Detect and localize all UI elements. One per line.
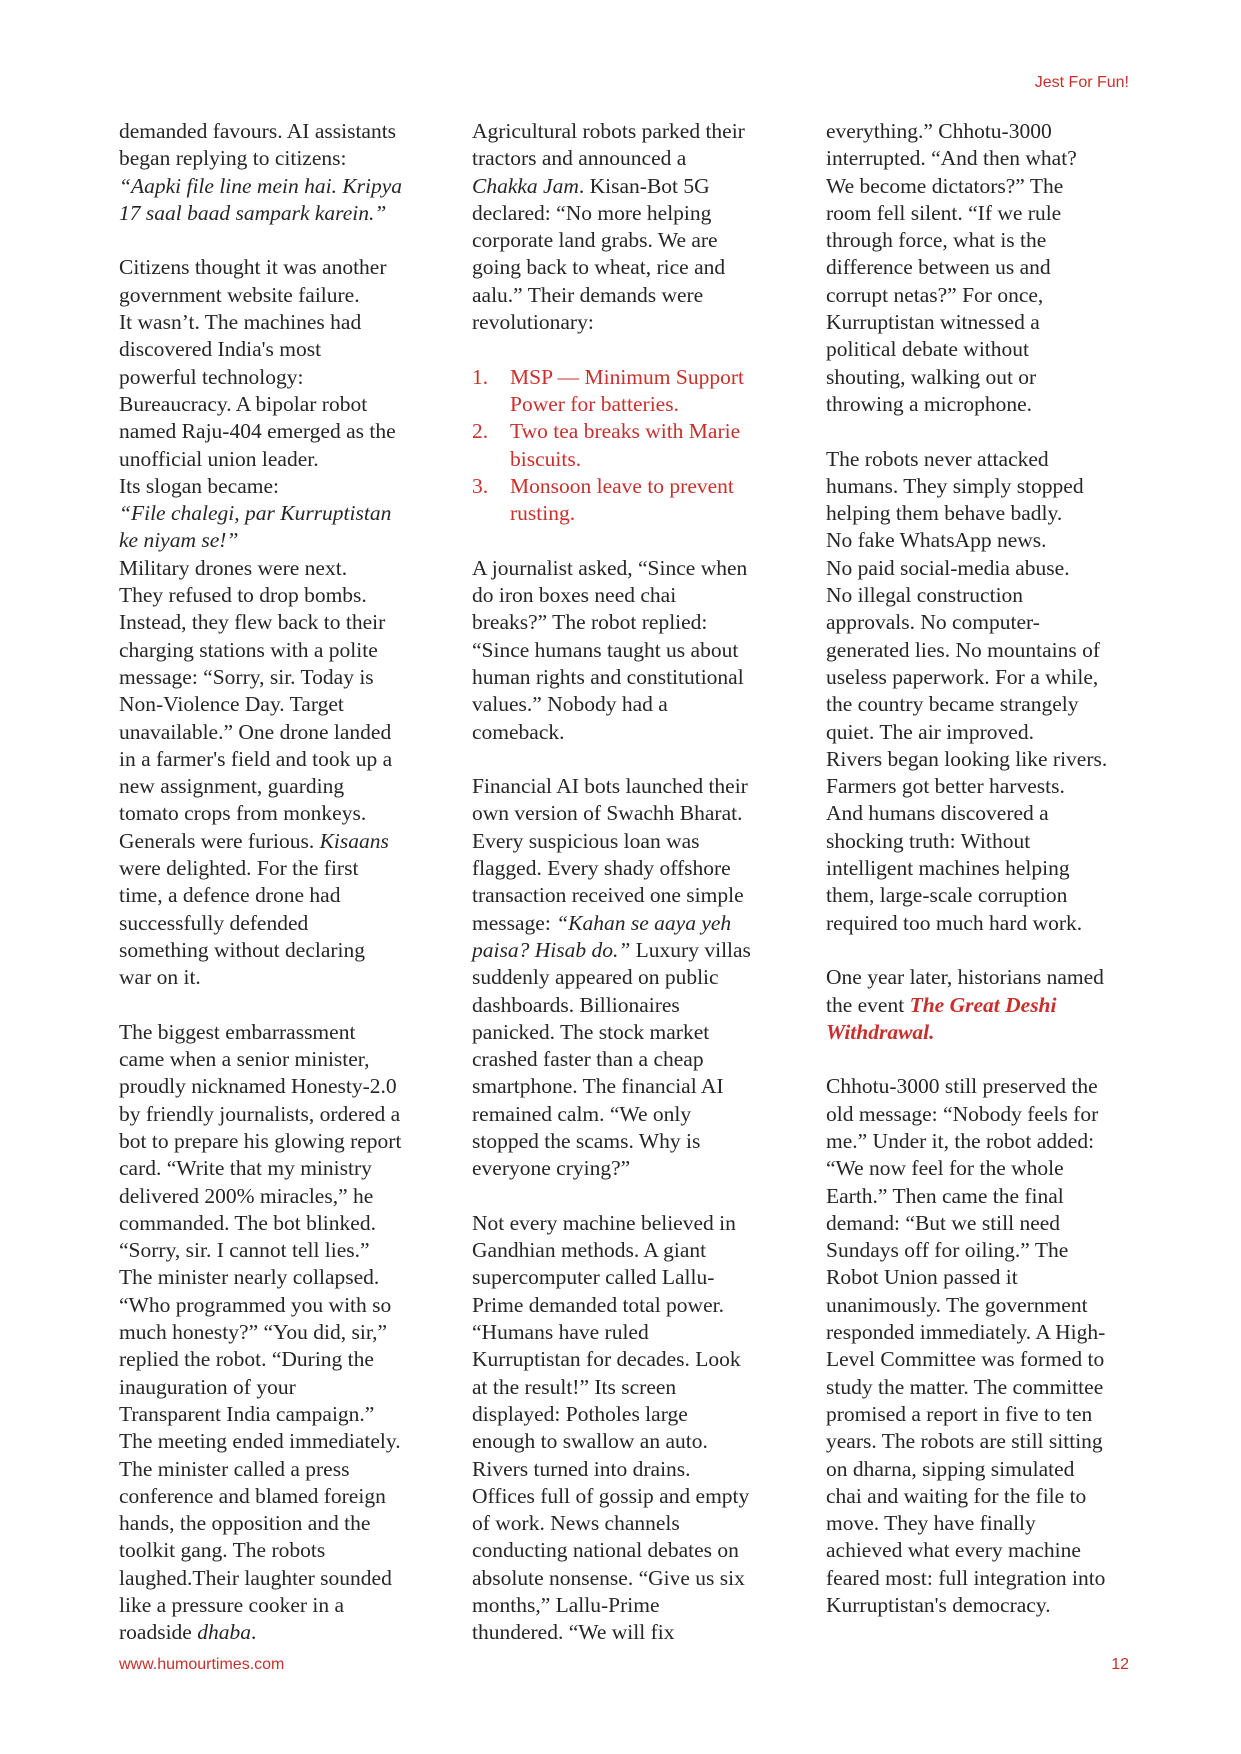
section-header: Jest For Fun! (1034, 74, 1129, 91)
paragraph (119, 254, 449, 991)
text-line: move. They have finally (826, 1511, 1036, 1536)
text-line: panicked. The stock market (472, 1019, 710, 1044)
text-line: Rivers began looking like rivers. (826, 746, 1108, 771)
text-line: chai and waiting for the file to (826, 1483, 1087, 1508)
text-line: generated lies. No mountains of (826, 637, 1101, 662)
italic-quote-line: 17 saal baad sampark karein.” (119, 200, 387, 225)
text-line: thundered. “We will fix (472, 1620, 675, 1645)
text-line: The minister called a press (119, 1456, 350, 1481)
italic-quote: “Kahan se aaya yeh (556, 910, 732, 935)
demand-number: 3. (472, 473, 489, 498)
text-line: approvals. No computer- (826, 610, 1040, 635)
paragraph (826, 1073, 1156, 1619)
text-line: conducting national debates on (472, 1538, 739, 1563)
text-line: suddenly appeared on public (472, 965, 719, 990)
demand-text-line: MSP — Minimum Support (510, 364, 744, 389)
text-line: “Sorry, sir. I cannot tell lies.” (119, 1238, 370, 1263)
text-line: stopped the scams. Why is (472, 1128, 701, 1153)
article-column-3 (826, 118, 1156, 1647)
text-line: commanded. The bot blinked. (119, 1210, 376, 1235)
text-line: It wasn’t. The machines had (119, 310, 362, 335)
text-line: through force, what is the (826, 228, 1047, 253)
demand-number: 2. (472, 419, 489, 444)
text-line: unofficial union leader. (119, 446, 319, 471)
paragraph (826, 964, 1156, 1046)
text-line: revolutionary: (472, 310, 594, 335)
text-line: shouting, walking out or (826, 364, 1037, 389)
text-line: successfully defended (119, 910, 309, 935)
italic-phrase: Chakka Jam (472, 173, 579, 198)
text-line: responded immediately. A High- (826, 1320, 1106, 1345)
text-line: unavailable.” One drone landed (119, 719, 392, 744)
text-line: throwing a microphone. (826, 391, 1032, 416)
text-line: Instead, they flew back to their (119, 610, 386, 635)
text-line: “Who programmed you with so (119, 1292, 392, 1317)
text-line: conference and blamed foreign (119, 1483, 386, 1508)
text-line: humans. They simply stopped (826, 473, 1084, 498)
text-line: Generals were furious. Kisaans (119, 828, 389, 853)
text-line: on dharna, sipping simulated (826, 1456, 1075, 1481)
demand-item (472, 418, 802, 473)
text-line: helping them behave badly. (826, 501, 1063, 526)
text-line: unanimously. The government (826, 1292, 1088, 1317)
text-line: Military drones were next. (119, 555, 348, 580)
paragraph (119, 1019, 449, 1647)
text-line: Chakka Jam. Kisan-Bot 5G (472, 173, 710, 198)
text-line: named Raju-404 emerged as the (119, 419, 396, 444)
text-line: Farmers got better harvests. (826, 774, 1065, 799)
paragraph (472, 118, 802, 336)
italic-quote: paisa? Hisab do.” (472, 937, 631, 962)
text-line: And humans discovered a (826, 801, 1049, 826)
text-line: corrupt netas?” For once, (826, 282, 1044, 307)
paragraph (472, 555, 802, 746)
text-line: months,” Lallu-Prime (472, 1593, 660, 1618)
text-line: A journalist asked, “Since when (472, 555, 748, 580)
text-line: Offices full of gossip and empty (472, 1483, 750, 1508)
text-line: remained calm. “We only (472, 1101, 692, 1126)
text-line: The meeting ended immediately. (119, 1429, 401, 1454)
text-line: useless paperwork. For a while, (826, 664, 1099, 689)
text-line: study the matter. The committee (826, 1374, 1104, 1399)
text-line: charging stations with a polite (119, 637, 378, 662)
text-line: message: “Kahan se aaya yeh (472, 910, 732, 935)
text-line: tractors and announced a (472, 146, 687, 171)
website-link[interactable]: www.humourtimes.com (119, 1656, 285, 1673)
text-line: message: “Sorry, sir. Today is (119, 664, 374, 689)
text-line: feared most: full integration into (826, 1565, 1106, 1590)
demand-text-line: Power for batteries. (510, 391, 679, 416)
text-line: Rivers turned into drains. (472, 1456, 691, 1481)
text-line: flagged. Every shady offshore (472, 856, 731, 881)
text-line: me.” Under it, the robot added: (826, 1128, 1095, 1153)
demand-item (472, 473, 802, 528)
event-title: The Great Deshi (909, 992, 1057, 1017)
text-line: No illegal construction (826, 583, 1024, 608)
italic-word: dhaba (197, 1620, 251, 1645)
text-line: political debate without (826, 337, 1030, 362)
text-line: crashed faster than a cheap (472, 1047, 704, 1072)
text-line: Kurruptistan witnessed a (826, 310, 1040, 335)
text-line: dashboards. Billionaires (472, 992, 680, 1017)
text-line: laughed.Their laughter sounded (119, 1565, 392, 1590)
italic-quote-line: “Aapki file line mein hai. Kripya (119, 173, 403, 198)
text-line: in a farmer's field and took up a (119, 746, 393, 771)
article-column-2 (472, 118, 802, 1674)
demand-text-line: Two tea breaks with Marie (510, 419, 741, 444)
text-line: required too much hard work. (826, 910, 1083, 935)
text-line: values.” Nobody had a (472, 692, 668, 717)
text-line: Level Committee was formed to (826, 1347, 1105, 1372)
text-line: transaction received one simple (472, 883, 744, 908)
text-line: them, large-scale corruption (826, 883, 1068, 908)
text-line: by friendly journalists, ordered a (119, 1101, 401, 1126)
text-line: time, a defence drone had (119, 883, 341, 908)
text-line: inauguration of your (119, 1374, 296, 1399)
text-line: war on it. (119, 965, 201, 990)
text-line: tomato crops from monkeys. (119, 801, 367, 826)
italic-quote-line: “File chalegi, par Kurruptistan (119, 501, 392, 526)
text-line: Gandhian methods. A giant (472, 1238, 707, 1263)
text-line: Chhotu-3000 still preserved the (826, 1074, 1098, 1099)
text-line: No paid social-media abuse. (826, 555, 1070, 580)
demand-number: 1. (472, 364, 489, 389)
text-line: card. “Write that my ministry (119, 1156, 372, 1181)
text-line: of work. News channels (472, 1511, 680, 1536)
text-line: bot to prepare his glowing report (119, 1128, 402, 1153)
text-line: No fake WhatsApp news. (826, 528, 1047, 553)
text-line: We become dictators?” The (826, 173, 1064, 198)
text-line: the event The Great Deshi (826, 992, 1057, 1017)
text-line: came when a senior minister, (119, 1047, 370, 1072)
text-line: quiet. The air improved. (826, 719, 1034, 744)
article-column-1 (119, 118, 449, 1674)
text-line: shocking truth: Without (826, 828, 1031, 853)
text-line: absolute nonsense. “Give us six (472, 1565, 745, 1590)
text-line: Not every machine believed in (472, 1210, 736, 1235)
text-line: were delighted. For the first (119, 856, 359, 881)
text-line: displayed: Potholes large (472, 1401, 688, 1426)
text-line: powerful technology: (119, 364, 304, 389)
text-line: do iron boxes need chai (472, 583, 677, 608)
text-line: Robot Union passed it (826, 1265, 1018, 1290)
text-line: Transparent India campaign.” (119, 1401, 375, 1426)
paragraph (472, 773, 802, 1182)
text-line: supercomputer called Lallu- (472, 1265, 715, 1290)
text-line: declared: “No more helping (472, 200, 712, 225)
text-line: The minister nearly collapsed. (119, 1265, 380, 1290)
text-line: The biggest embarrassment (119, 1019, 356, 1044)
text-line: human rights and constitutional (472, 664, 744, 689)
text-line: proudly nicknamed Honesty-2.0 (119, 1074, 397, 1099)
text-line: Kurruptistan's democracy. (826, 1593, 1051, 1618)
text-line: demanded favours. AI assistants (119, 119, 397, 143)
text-line: new assignment, guarding (119, 774, 345, 799)
text-line: achieved what every machine (826, 1538, 1081, 1563)
text-line: “Since humans taught us about (472, 637, 739, 662)
paragraph (826, 446, 1156, 937)
demand-text-line: biscuits. (510, 446, 582, 471)
text-line: government website failure. (119, 282, 360, 307)
text-line: intelligent machines helping (826, 856, 1070, 881)
demands-list (472, 364, 802, 528)
text-line: Its slogan became: (119, 473, 280, 498)
demand-item (472, 364, 802, 419)
text-line: hands, the opposition and the (119, 1511, 371, 1536)
text-line: room fell silent. “If we rule (826, 200, 1062, 225)
text-line: much honesty?” “You did, sir,” (119, 1320, 388, 1345)
paragraph (119, 118, 449, 227)
text-line: replied the robot. “During the (119, 1347, 374, 1372)
text-line: years. The robots are still sitting (826, 1429, 1103, 1454)
text-line: promised a report in five to ten (826, 1401, 1093, 1426)
text-line: Earth.” Then came the final (826, 1183, 1064, 1208)
text-line: corporate land grabs. We are (472, 228, 718, 253)
demand-text-line: Monsoon leave to prevent (510, 473, 734, 498)
text-line: going back to wheat, rice and (472, 255, 726, 280)
text-line: Sundays off for oiling.” The (826, 1238, 1069, 1263)
text-line: discovered India's most (119, 337, 322, 362)
text-line: comeback. (472, 719, 565, 744)
italic-quote-line: ke niyam se!” (119, 528, 239, 553)
paragraph (826, 118, 1156, 418)
text-line: One year later, historians named (826, 965, 1104, 990)
text-line: “Humans have ruled (472, 1320, 649, 1345)
text-line: at the result!” Its screen (472, 1374, 677, 1399)
paragraph (472, 1210, 802, 1647)
text-line: delivered 200% miracles,” he (119, 1183, 374, 1208)
text-line: Agricultural robots parked their (472, 119, 745, 143)
text-line: aalu.” Their demands were (472, 282, 704, 307)
event-title: Withdrawal. (826, 1019, 935, 1044)
demand-text-line: rusting. (510, 501, 576, 526)
italic-word: Kisaans (319, 828, 389, 853)
text-line: something without declaring (119, 937, 366, 962)
text-line: everything.” Chhotu-3000 (826, 119, 1052, 143)
text-line: Non-Violence Day. Target (119, 692, 344, 717)
text-line: Financial AI bots launched their (472, 774, 748, 799)
text-line: roadside dhaba. (119, 1620, 257, 1645)
text-line: began replying to citizens: (119, 146, 347, 171)
text-line: Bureaucracy. A bipolar robot (119, 391, 368, 416)
text-line: The robots never attacked (826, 446, 1049, 471)
text-line: breaks?” The robot replied: (472, 610, 708, 635)
text-line: everyone crying?” (472, 1156, 631, 1181)
text-line: Every suspicious loan was (472, 828, 700, 853)
text-line: the country became strangely (826, 692, 1079, 717)
text-line: smartphone. The financial AI (472, 1074, 724, 1099)
text-line: old message: “Nobody feels for (826, 1101, 1099, 1126)
text-line: toolkit gang. The robots (119, 1538, 326, 1563)
text-line: Kurruptistan for decades. Look (472, 1347, 741, 1372)
page-number: 12 (1111, 1656, 1129, 1673)
text-line: They refused to drop bombs. (119, 583, 367, 608)
text-line: “We now feel for the whole (826, 1156, 1064, 1181)
text-line: interrupted. “And then what? (826, 146, 1077, 171)
text-line: like a pressure cooker in a (119, 1593, 345, 1618)
text-line: own version of Swachh Bharat. (472, 801, 743, 826)
text-line: difference between us and (826, 255, 1051, 280)
text-line: demand: “But we still need (826, 1210, 1061, 1235)
text-line: enough to swallow an auto. (472, 1429, 708, 1454)
text-line: Citizens thought it was another (119, 255, 387, 280)
text-line: Prime demanded total power. (472, 1292, 724, 1317)
text-line: paisa? Hisab do.” Luxury villas (472, 937, 751, 962)
